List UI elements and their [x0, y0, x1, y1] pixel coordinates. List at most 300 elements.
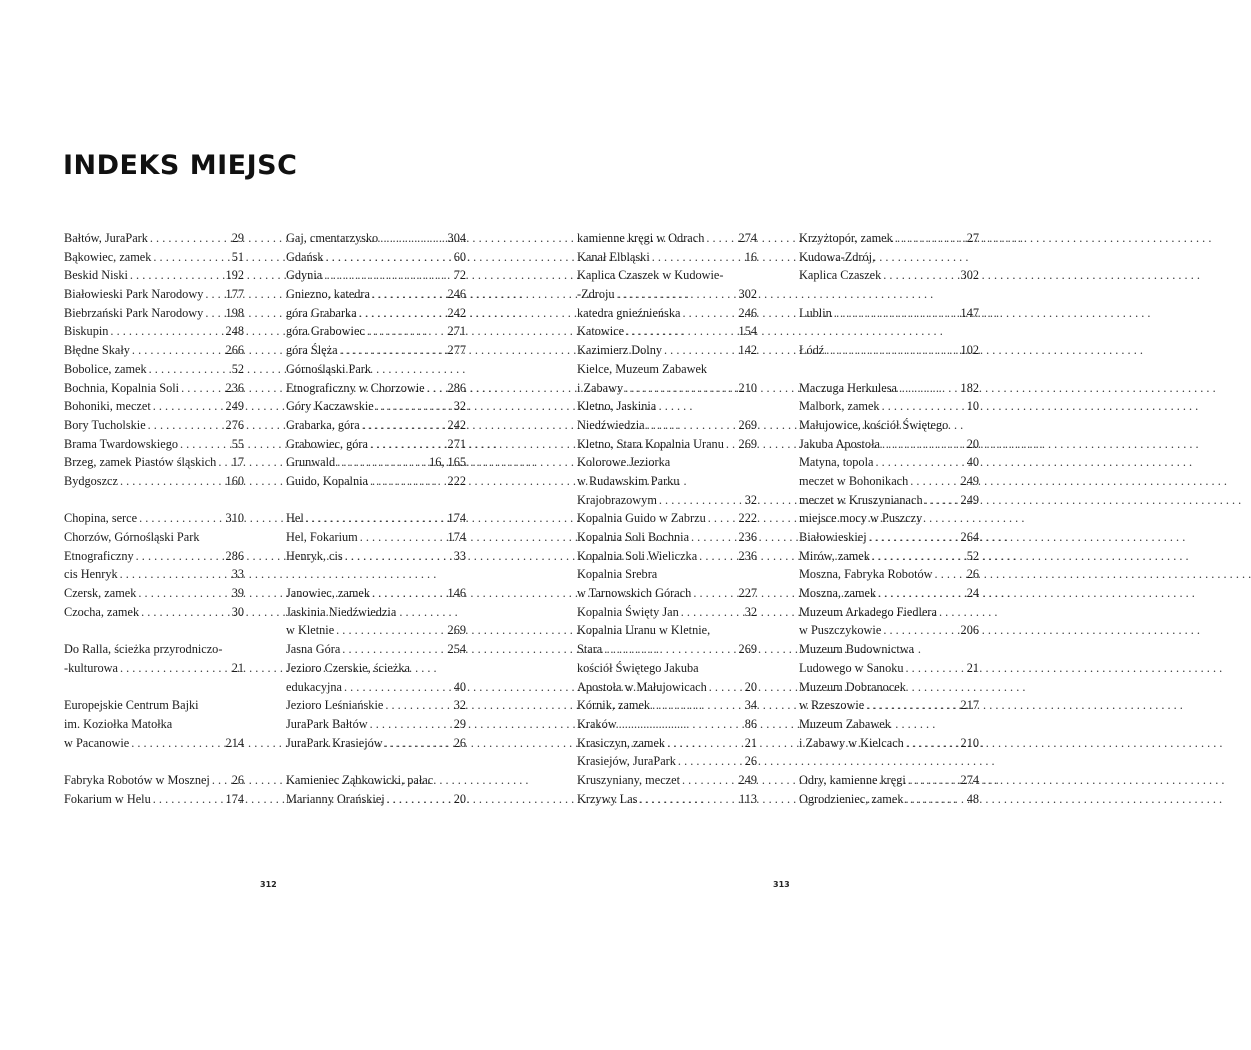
index-entry [64, 266, 244, 285]
index-entry [799, 472, 979, 491]
index-entry [799, 659, 979, 678]
index-entry [577, 472, 757, 491]
entry-page: 21 [231, 660, 244, 675]
entry-page: 214 [225, 735, 244, 750]
entry-page: 236 [738, 530, 757, 544]
entry-term: Biebrzański Park Narodowy [64, 305, 204, 320]
dot-leader [178, 435, 232, 454]
dot-leader [365, 322, 448, 341]
entry-term: Etnograficzny w Chorzowie [286, 380, 425, 395]
entry-term: Gniezno, katedra [286, 287, 370, 302]
index-entry [64, 659, 244, 678]
entry-term: Czocha, zamek [64, 604, 140, 619]
index-gap [64, 621, 244, 640]
entry-term: Kopalnia Soli Bochnia [577, 530, 690, 544]
index-column-4 [799, 229, 979, 808]
index-entry [577, 435, 757, 454]
dot-leader [146, 416, 226, 435]
index-entry [64, 397, 244, 416]
dot-leader [657, 491, 745, 510]
index-entry [64, 453, 244, 472]
entry-term: Jasna Góra [286, 642, 341, 657]
dot-leader [118, 472, 226, 491]
dot-leader [665, 734, 745, 753]
entry-term: Kopalnia Guido w Zabrzu [577, 511, 706, 526]
entry-term: Brama Twardowskiego [64, 436, 178, 451]
index-entry [286, 771, 466, 790]
entry-term: cis Henryk [64, 567, 118, 582]
index-entry [64, 640, 244, 659]
entry-term: edukacyjna [286, 679, 342, 694]
entry-term: w Pacanowie [64, 735, 130, 750]
index-gap [286, 752, 466, 771]
index-entry [64, 229, 244, 248]
index-entry [286, 640, 466, 659]
entry-page: 40 [453, 679, 466, 694]
index-entry [799, 453, 979, 472]
dot-leader [707, 678, 745, 697]
entry-page: 17 [231, 455, 244, 470]
dot-leader [324, 248, 454, 267]
entry-page: 304 [447, 231, 466, 245]
index-entry [577, 397, 757, 416]
dot-leader [340, 640, 447, 659]
dot-leader [650, 248, 745, 267]
entry-page: 27 [966, 231, 979, 245]
entry-term: Moszna, zamek [799, 586, 877, 601]
entry-page: 21 [744, 735, 757, 750]
dot-leader [864, 696, 960, 715]
entry-term: JuraPark Bałtów [286, 716, 368, 731]
entry-page: 192 [225, 268, 244, 283]
entry-page: 286 [225, 548, 244, 563]
dot-leader [370, 285, 448, 304]
index-entry [799, 621, 979, 640]
entry-page: 30 [231, 604, 244, 619]
entry-term: Gaj, cmentarzysko [286, 231, 379, 245]
index-entry [286, 304, 466, 323]
dot-leader [904, 734, 961, 753]
entry-page: 51 [231, 249, 244, 264]
entry-term: Muzeum Zabawek [799, 716, 891, 731]
dot-leader [689, 528, 739, 547]
entry-term: Kudowa-Zdrój, [799, 249, 876, 264]
index-entry [286, 285, 466, 304]
entry-term: Kielce, Muzeum Zabawek [577, 361, 708, 376]
index-entry [64, 696, 244, 715]
entry-page: 29 [453, 716, 466, 731]
index-entry [577, 266, 757, 285]
dot-leader [147, 360, 232, 379]
dot-leader [203, 304, 225, 323]
index-entry [799, 509, 979, 528]
index-entry [799, 734, 979, 753]
dot-leader [697, 547, 738, 566]
index-entry [799, 678, 979, 697]
dot-leader [679, 603, 745, 622]
entry-page: 210 [738, 380, 757, 395]
index-entry [577, 752, 757, 771]
entry-term: -Zdroju [577, 287, 615, 302]
index-entry [577, 304, 757, 323]
dot-leader [676, 752, 745, 771]
index-entry [64, 304, 244, 323]
index-entry [577, 341, 757, 360]
entry-term: Chopina, serce [64, 511, 138, 526]
index-entry [799, 603, 979, 622]
index-entry [577, 565, 757, 584]
entry-term: Kletno, Stara Kopalnia Uranu [577, 436, 724, 451]
entry-term: Kolorowe Jeziorka [577, 455, 671, 470]
entry-page: 264 [960, 530, 979, 544]
index-entry [577, 453, 757, 472]
index-entry [577, 603, 757, 622]
entry-term: Łódź [799, 343, 825, 358]
index-entry [799, 771, 979, 790]
dot-leader [139, 603, 232, 622]
dot-leader [151, 397, 226, 416]
dot-leader [129, 734, 225, 753]
index-entry [577, 734, 757, 753]
index-entry [64, 603, 244, 622]
entry-term: Gdańsk [286, 249, 324, 264]
dot-leader [378, 229, 447, 248]
entry-term: Góry Kaczawskie [286, 399, 374, 414]
dot-leader [334, 621, 447, 640]
entry-term: Białowieskiej [799, 530, 867, 544]
dot-leader [368, 472, 448, 491]
index-entry [64, 790, 244, 809]
dot-leader [615, 285, 739, 304]
entry-page: 302 [738, 287, 757, 302]
entry-term: kamienne kręgi w Odrach [577, 231, 705, 245]
entry-term: katedra gnieźnieńska [577, 305, 681, 320]
index-entry [577, 248, 757, 267]
entry-term: Henryk, cis [286, 548, 343, 563]
dot-leader [342, 678, 454, 697]
entry-page: 102 [960, 343, 979, 358]
index-entry [64, 584, 244, 603]
entry-page: 271 [447, 324, 466, 339]
entry-term: Ogrodzieniec, zamek [799, 791, 904, 806]
entry-page: 29 [231, 231, 244, 245]
entry-term: Kamieniec Ząbkowicki, pałac [286, 772, 434, 787]
index-entry [64, 435, 244, 454]
entry-page: 242 [447, 305, 466, 320]
entry-page: 16, 165 [429, 455, 466, 470]
dot-leader [383, 696, 453, 715]
entry-term: Kopalnia Uranu w Kletnie, [577, 623, 711, 638]
entry-term: Europejskie Centrum Bajki [64, 698, 199, 713]
entry-term: Muzeum Dobranocek [799, 679, 906, 694]
entry-term: Błędne Skały [64, 343, 130, 358]
index-entry [577, 678, 757, 697]
entry-term: Krzyżtopór, zamek [799, 231, 893, 245]
index-entry [286, 435, 466, 454]
entry-page: 182 [960, 380, 979, 395]
entry-page: 222 [738, 511, 757, 526]
dot-leader [680, 771, 739, 790]
dot-leader [704, 229, 738, 248]
entry-term: Kopalnia Święty Jan [577, 604, 679, 619]
entry-page: 26 [744, 754, 757, 769]
entry-term: Jakuba Apostoła [799, 436, 880, 451]
entry-page: 310 [225, 511, 244, 526]
entry-page: 86 [744, 716, 757, 731]
entry-term: Kraków [577, 716, 617, 731]
index-entry [64, 715, 244, 734]
dot-leader [385, 790, 454, 809]
entry-term: góra Ślęża [286, 343, 338, 358]
entry-term: Brzeg, zamek Piastów śląskich [64, 455, 217, 470]
dot-leader [623, 379, 738, 398]
entry-term: Krajobrazowym [577, 492, 657, 507]
dot-leader [908, 472, 960, 491]
entry-term: Bobolice, zamek [64, 361, 147, 376]
entry-page: 32 [744, 604, 757, 619]
entry-term: Niedźwiedzia [577, 417, 645, 432]
index-gap [64, 752, 244, 771]
entry-term: Grabarka, góra [286, 417, 360, 432]
entry-page: 60 [453, 249, 466, 264]
entry-term: Białowieski Park Narodowy [64, 287, 204, 302]
entry-page: 160 [225, 473, 244, 488]
index-entry [799, 696, 979, 715]
entry-term: w Puszczykowie [799, 623, 882, 638]
entry-term: miejsce mocy w Puszczy [799, 511, 923, 526]
dot-leader [706, 509, 739, 528]
index-entry [286, 322, 466, 341]
index-entry [286, 659, 466, 678]
dot-leader [136, 584, 231, 603]
entry-term: w Rzeszowie [799, 698, 865, 713]
index-entry [286, 547, 466, 566]
entry-page: 271 [447, 436, 466, 451]
dot-leader [322, 266, 454, 285]
entry-page: 286 [447, 380, 466, 395]
entry-term: Bałtów, JuraPark [64, 231, 148, 245]
entry-term: -kulturowa [64, 660, 118, 675]
dot-leader [358, 528, 448, 547]
index-entry [577, 715, 757, 734]
entry-page: 154 [738, 324, 757, 339]
dot-leader [602, 640, 738, 659]
index-column-2 [286, 229, 466, 808]
entry-page: 222 [447, 473, 466, 488]
index-entry [64, 248, 244, 267]
index-entry [286, 678, 466, 697]
dot-leader [832, 304, 961, 323]
entry-page: 16 [744, 249, 757, 264]
entry-term: Apostoła w Małujowicach [577, 679, 707, 694]
entry-term: Bochnia, Kopalnia Soli [64, 380, 180, 395]
entry-term: Bory Tucholskie [64, 417, 146, 432]
entry-term: Kaplica Czaszek [799, 268, 882, 283]
entry-term: góra Grabarka [286, 305, 357, 320]
entry-term: Fokarium w Helu [64, 791, 151, 806]
index-entry [577, 416, 757, 435]
entry-page: 32 [453, 399, 466, 414]
index-entry [286, 584, 466, 603]
index-entry [64, 416, 244, 435]
index-entry [286, 696, 466, 715]
dot-leader [368, 715, 454, 734]
entry-page: 20 [453, 791, 466, 806]
index-entry [799, 397, 979, 416]
entry-page: 48 [966, 791, 979, 806]
entry-term: Kórnik, zamek [577, 698, 651, 713]
entry-page: 174 [225, 791, 244, 806]
entry-page: 249 [738, 772, 757, 787]
entry-term: w Kletnie [286, 623, 335, 638]
index-entry [286, 416, 466, 435]
dot-leader [645, 416, 739, 435]
entry-page: 142 [738, 343, 757, 358]
entry-term: Fabryka Robotów w Mosznej [64, 772, 210, 787]
dot-leader [108, 322, 225, 341]
dot-leader [357, 304, 448, 323]
entry-page: 249 [960, 492, 979, 507]
entry-page: 269 [738, 642, 757, 657]
entry-page: 277 [447, 343, 466, 358]
entry-page: 24 [966, 586, 979, 601]
dot-leader [151, 248, 231, 267]
index-entry [799, 304, 979, 323]
dot-leader [624, 322, 738, 341]
dot-leader [338, 341, 448, 360]
entry-page: 34 [744, 698, 757, 713]
dot-leader [368, 435, 448, 454]
index-entry [64, 734, 244, 753]
entry-page: 177 [225, 287, 244, 302]
index-entry [286, 734, 466, 753]
index-entry [577, 696, 757, 715]
entry-page: 10 [966, 399, 979, 414]
entry-term: Katowice [577, 324, 625, 339]
index-entry [64, 509, 244, 528]
dot-leader [137, 509, 225, 528]
dot-leader [680, 304, 738, 323]
entry-page: 246 [738, 305, 757, 320]
entry-page: 146 [447, 586, 466, 601]
index-entry [799, 341, 979, 360]
entry-page: 21 [966, 660, 979, 675]
index-gap [799, 752, 979, 771]
entry-term: Malbork, zamek [799, 399, 880, 414]
index-entry [799, 528, 979, 547]
entry-term: Odry, kamienne kręgi [799, 772, 906, 787]
dot-leader [118, 659, 232, 678]
index-entry [286, 790, 466, 809]
entry-page: 20 [744, 679, 757, 694]
entry-page: 198 [225, 305, 244, 320]
entry-page: 249 [225, 399, 244, 414]
entry-page: 33 [231, 567, 244, 582]
index-entry [577, 509, 757, 528]
index-entry [286, 528, 466, 547]
entry-page: 26 [453, 735, 466, 750]
dot-leader [130, 341, 226, 360]
entry-term: Janowiec, zamek [286, 586, 370, 601]
dot-leader [824, 341, 960, 360]
index-entry [577, 491, 757, 510]
index-entry [577, 621, 757, 640]
dot-leader [335, 453, 429, 472]
entry-page: 274 [960, 772, 979, 787]
index-column-3 [577, 229, 757, 808]
dot-leader [118, 565, 232, 584]
index-entry [577, 285, 757, 304]
page-number-left: 312 [260, 880, 277, 889]
index-entry [286, 360, 466, 379]
entry-page: 174 [447, 511, 466, 526]
index-entry [64, 472, 244, 491]
dot-leader [650, 696, 745, 715]
entry-term: w Tarnowskich Górach [577, 586, 692, 601]
index-entry [799, 640, 979, 659]
entry-term: Lublin [799, 305, 832, 320]
dot-leader [903, 790, 966, 809]
entry-page: 276 [225, 417, 244, 432]
dot-leader [216, 453, 231, 472]
index-entry [799, 416, 979, 435]
index-entry [577, 771, 757, 790]
dot-leader [880, 435, 967, 454]
index-entry [286, 379, 466, 398]
index-entry [64, 547, 244, 566]
page-title: INDEKS MIEJSC [63, 150, 298, 181]
entry-term: Beskid Niski [64, 268, 128, 283]
entry-page: 266 [225, 343, 244, 358]
index-entry [577, 790, 757, 809]
entry-term: i Zabawy w Kielcach [799, 735, 904, 750]
index-entry [64, 771, 244, 790]
entry-page: 20 [966, 436, 979, 451]
entry-page: 269 [447, 623, 466, 638]
entry-term: Maczuga Herkulesa [799, 380, 897, 395]
index-gap [799, 360, 979, 379]
dot-leader [873, 453, 966, 472]
dot-leader [867, 528, 961, 547]
dot-leader [148, 229, 232, 248]
index-entry [286, 472, 466, 491]
dot-leader [617, 715, 745, 734]
entry-page: 246 [447, 287, 466, 302]
entry-page: 52 [231, 361, 244, 376]
dot-leader [374, 397, 454, 416]
dot-leader [210, 771, 232, 790]
entry-term: meczet w Bohonikach [799, 473, 909, 488]
entry-term: Matyna, topola [799, 455, 874, 470]
index-entry [64, 528, 244, 547]
entry-term: Do Ralla, ścieżka przyrodniczo- [64, 642, 223, 657]
dot-leader [881, 621, 960, 640]
index-entry [577, 640, 757, 659]
entry-page: 26 [231, 772, 244, 787]
entry-term: Chorzów, Górnośląski Park [64, 530, 200, 544]
entry-term: Etnograficzny [64, 548, 134, 563]
entry-page: 147 [960, 305, 979, 320]
entry-term: Jezioro Czerskie, ścieżka [286, 660, 410, 675]
dot-leader [360, 416, 448, 435]
entry-term: góra Grabowiec [286, 324, 365, 339]
index-gap [799, 285, 979, 304]
index-entry [286, 621, 466, 640]
entry-term: i Zabawy [577, 380, 624, 395]
entry-term: Moszna, Fabryka Robotów [799, 567, 933, 582]
entry-term: Małujowice, kościół Świętego [799, 417, 949, 432]
dot-leader [134, 547, 226, 566]
